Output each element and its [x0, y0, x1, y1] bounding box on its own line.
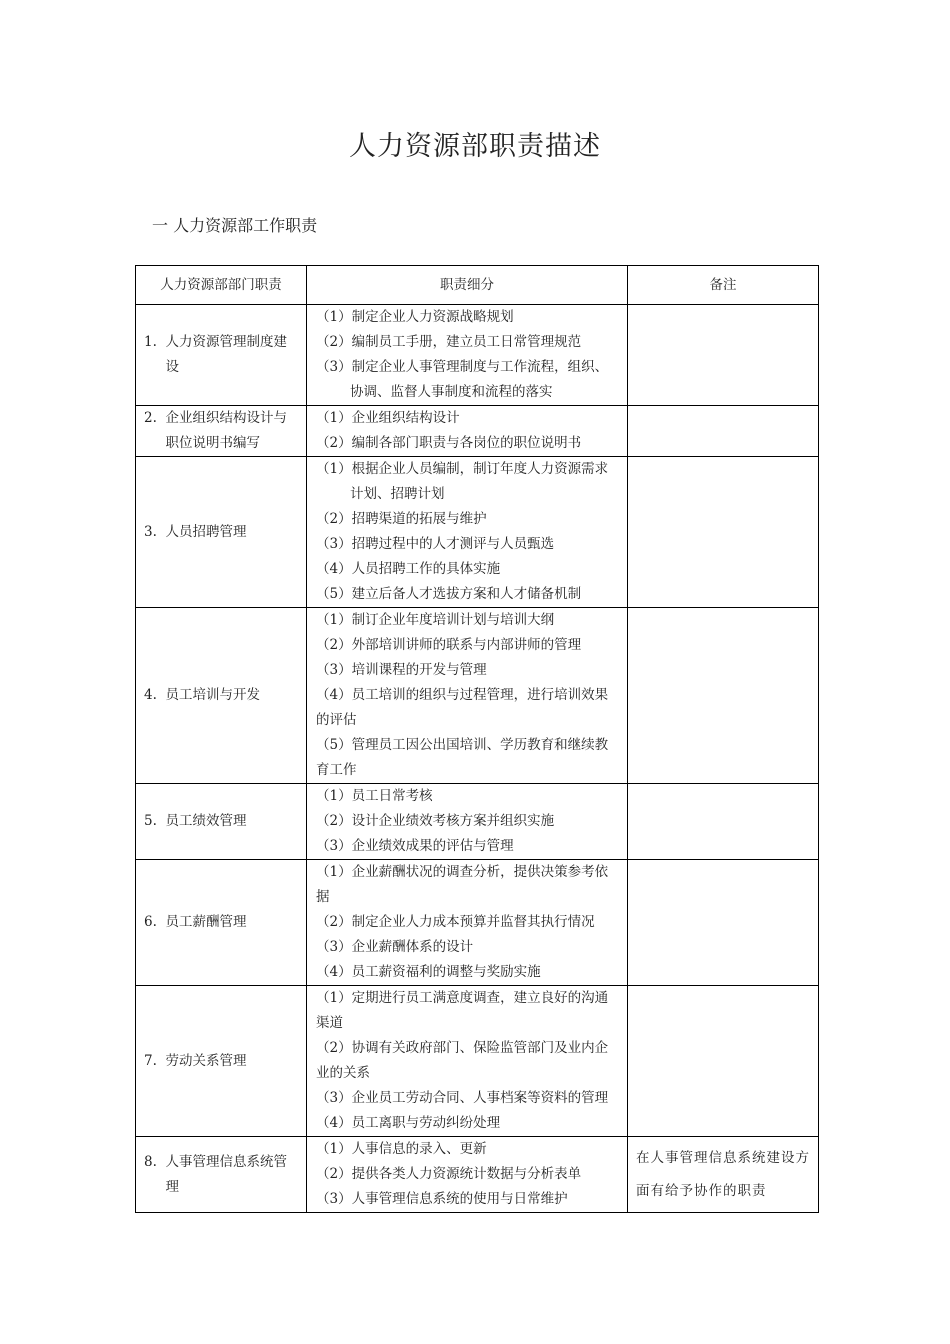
duty-text: 人事管理信息系统管理	[165, 1153, 287, 1195]
note-cell	[628, 406, 819, 457]
detail-line: （5）建立后备人才选拔方案和人才储备机制	[316, 586, 582, 602]
duty-cell	[136, 457, 307, 608]
detail-line: （1）制订企业年度培训计划与培训大纲	[316, 612, 555, 628]
detail-line: （4）员工离职与劳动纠纷处理	[316, 1115, 501, 1131]
table-row	[136, 1137, 819, 1213]
detail-cell	[307, 608, 628, 784]
header-duty-breakdown: 职责细分	[307, 266, 628, 305]
duty-cell	[136, 784, 307, 860]
duty-number: 7.	[144, 1052, 157, 1069]
table-header-row	[136, 266, 819, 305]
duty-number: 8.	[144, 1153, 157, 1170]
detail-line: （1）制定企业人力资源战略规划	[316, 309, 514, 325]
detail-line: （2）制定企业人力成本预算并监督其执行情况	[316, 914, 595, 930]
detail-line: 渠道	[316, 1015, 343, 1031]
detail-line: （3）人事管理信息系统的使用与日常维护	[316, 1191, 568, 1207]
detail-line: 育工作	[316, 762, 357, 778]
detail-cell	[307, 986, 628, 1137]
table-row	[136, 406, 819, 457]
detail-line: （4）人员招聘工作的具体实施	[316, 561, 501, 577]
header-remarks: 备注	[628, 266, 819, 305]
detail-line: （2）提供各类人力资源统计数据与分析表单	[316, 1166, 582, 1182]
note-cell	[628, 986, 819, 1137]
duty-cell	[136, 305, 307, 406]
detail-line: （2）编制各部门职责与各岗位的职位说明书	[316, 435, 582, 451]
detail-line: （2）外部培训讲师的联系与内部讲师的管理	[316, 637, 582, 653]
detail-cell	[307, 406, 628, 457]
table-row	[136, 860, 819, 986]
detail-line: 业的关系	[316, 1065, 370, 1081]
duty-text: 员工绩效管理	[165, 813, 247, 829]
duty-number: 1.	[144, 334, 157, 350]
detail-line: （3）企业绩效成果的评估与管理	[316, 838, 514, 854]
note-cell	[628, 305, 819, 406]
detail-line: （1）企业薪酬状况的调查分析，提供决策参考依	[316, 864, 609, 880]
detail-line: （5）管理员工因公出国培训、学历教育和继续教	[316, 737, 609, 753]
note-cell	[628, 457, 819, 608]
detail-line: （1）企业组织结构设计	[316, 410, 460, 426]
detail-cell	[307, 457, 628, 608]
table-row	[136, 305, 819, 406]
duty-number: 3.	[144, 523, 157, 540]
detail-cell	[307, 1137, 628, 1213]
note-cell: 在人事管理信息系统建设方面有给予协作的职责	[628, 1137, 819, 1213]
duty-text: 企业组织结构设计与职位说明书编写	[165, 410, 287, 451]
detail-cell	[307, 784, 628, 860]
duty-table	[135, 265, 819, 1213]
duty-text: 员工培训与开发	[165, 687, 260, 703]
detail-line: （2）设计企业绩效考核方案并组织实施	[316, 813, 555, 829]
duty-cell	[136, 608, 307, 784]
duty-number: 5.	[144, 813, 157, 829]
duty-text: 劳动关系管理	[165, 1052, 247, 1069]
detail-line: 协调、监督人事制度和流程的落实	[350, 384, 553, 400]
table-row	[136, 608, 819, 784]
detail-line: 据	[316, 889, 330, 905]
detail-line: （4）员工薪资福利的调整与奖励实施	[316, 964, 541, 980]
detail-line: （2）招聘渠道的拓展与维护	[316, 511, 487, 527]
note-cell	[628, 860, 819, 986]
detail-line: （3）企业薪酬体系的设计	[316, 939, 474, 955]
duty-text: 员工薪酬管理	[165, 914, 247, 930]
detail-line: 的评估	[316, 712, 357, 728]
detail-line: （2）编制员工手册，建立员工日常管理规范	[316, 334, 582, 350]
detail-line: （1）定期进行员工满意度调查，建立良好的沟通	[316, 990, 609, 1006]
detail-cell	[307, 860, 628, 986]
duty-number: 4.	[144, 687, 157, 703]
detail-line: （1）根据企业人员编制，制订年度人力资源需求	[316, 461, 609, 477]
detail-line: （3）招聘过程中的人才测评与人员甄选	[316, 536, 555, 552]
duty-number: 6.	[144, 914, 157, 930]
note-cell	[628, 608, 819, 784]
detail-line: 计划、招聘计划	[350, 486, 445, 502]
duty-cell	[136, 1137, 307, 1213]
header-department-duty: 人力资源部部门职责	[136, 266, 307, 305]
duty-cell	[136, 406, 307, 457]
table-row	[136, 784, 819, 860]
note-cell	[628, 784, 819, 860]
detail-line: （2）协调有关政府部门、保险监管部门及业内企	[316, 1040, 609, 1056]
table-row	[136, 457, 819, 608]
document-title: 人力资源部职责描述	[349, 131, 601, 162]
detail-line: （1）员工日常考核	[316, 788, 433, 804]
duty-cell	[136, 986, 307, 1137]
detail-line: （3）制定企业人事管理制度与工作流程，组织、	[316, 359, 609, 375]
duty-text: 人员招聘管理	[165, 523, 247, 540]
detail-line: （1）人事信息的录入、更新	[316, 1141, 487, 1157]
table-row	[136, 986, 819, 1137]
duty-text: 人力资源管理制度建设	[165, 334, 287, 375]
detail-cell	[307, 305, 628, 406]
detail-line: （3）企业员工劳动合同、人事档案等资料的管理	[316, 1090, 609, 1106]
duty-cell	[136, 860, 307, 986]
detail-line: （4）员工培训的组织与过程管理，进行培训效果	[316, 687, 609, 703]
section-heading: 一 人力资源部工作职责	[152, 216, 318, 235]
duty-number: 2.	[144, 410, 157, 426]
detail-line: （3）培训课程的开发与管理	[316, 662, 487, 678]
